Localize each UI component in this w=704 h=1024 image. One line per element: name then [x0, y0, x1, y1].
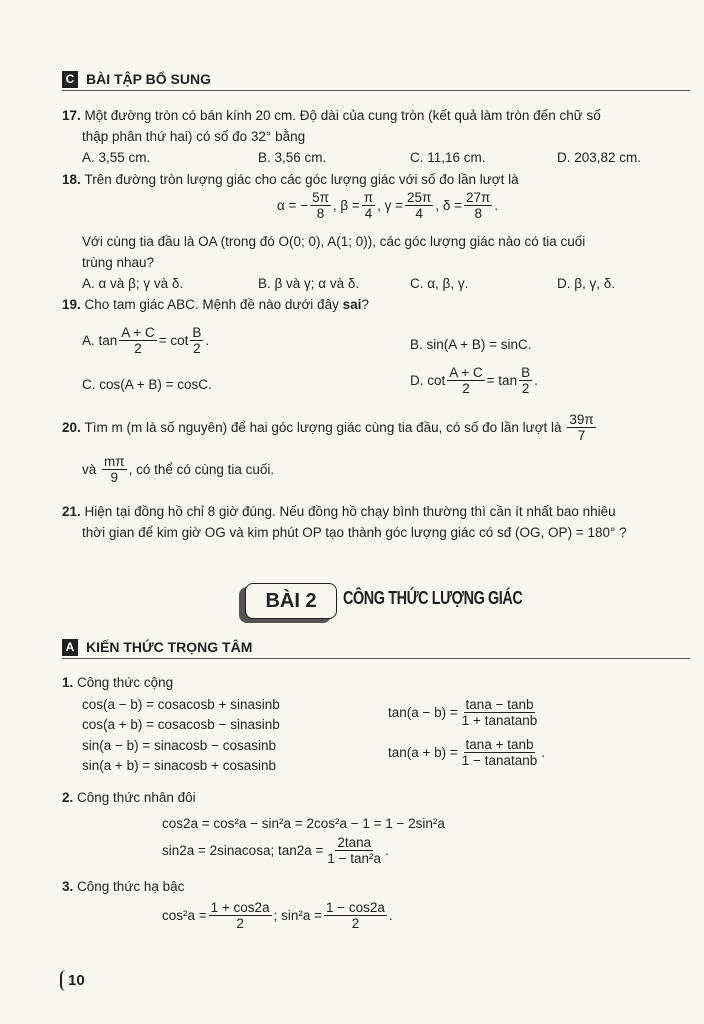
- fraction: [310, 190, 331, 221]
- question-text: Trên đường tròn lượng giác cho các góc lượng giác với số đo lần lượt là: [84, 172, 519, 187]
- q17-line2: thập phân thứ hai) có số đo 32° bằng: [82, 129, 306, 144]
- formula-text: = tan: [486, 373, 518, 388]
- question-number: 21.: [62, 504, 81, 519]
- page-number: 10: [60, 970, 91, 991]
- fraction: [460, 737, 539, 768]
- lesson-title: CÔNG THỨC LƯỢNG GIÁC: [343, 588, 523, 608]
- item-title: Công thức nhân đôi: [77, 790, 196, 805]
- formula-text: , δ =: [435, 198, 463, 213]
- item-title: Công thức cộng: [77, 675, 174, 690]
- option-c: C. cos(A + B) = cosC.: [82, 377, 212, 392]
- q21-line2: thời gian để kim giờ OG và kim phút OP tạo thành góc lượng giác có sđ (OG, OP) = 180° ?: [82, 525, 627, 540]
- lesson-label: BÀI 2: [245, 583, 337, 619]
- q21-line1: [62, 504, 616, 519]
- fraction: [519, 365, 532, 396]
- question-text: Hiện tại đồng hồ chỉ 8 giờ đúng. Nếu đồng hồ chạy bình thường thì cần ít nhất bao nhiêu: [84, 504, 616, 519]
- option-b: B. sin(A + B) = sinC.: [410, 337, 532, 352]
- p1-heading: [62, 675, 173, 690]
- numerator: 5π: [312, 190, 329, 205]
- denominator: 2: [462, 381, 470, 396]
- item-number: 1.: [62, 675, 74, 690]
- formula-text: = cot: [158, 333, 189, 348]
- denominator: 8: [316, 206, 325, 221]
- question-number: 17.: [62, 108, 81, 123]
- item-number: 2.: [62, 790, 74, 805]
- denominator: 7: [577, 428, 586, 443]
- denominator: 4: [415, 206, 423, 221]
- numerator: B: [521, 365, 531, 380]
- question-number: 18.: [62, 172, 81, 187]
- option-d: [410, 365, 538, 396]
- question-text: Tìm m (m là số nguyên) để hai góc lượng giác cùng tia đầu, có số đo lần lượt là: [84, 420, 562, 435]
- formula-power-reduction: [162, 900, 393, 931]
- formula-text: A. tan: [82, 333, 118, 348]
- formula-tan-sum: [388, 737, 545, 768]
- denominator: 2: [193, 341, 201, 356]
- fraction: [119, 325, 156, 356]
- option-d: D. β, γ, δ.: [557, 276, 616, 291]
- formula-text: .: [494, 198, 499, 213]
- section-a-header: [62, 636, 690, 659]
- option-a: [82, 325, 209, 356]
- numerator: 1 − cos2a: [325, 900, 385, 915]
- numerator: tana + tanb: [465, 737, 534, 752]
- formula: sin(a − b) = sinacosb − cosasinb: [82, 738, 276, 753]
- option-b: B. β và γ; α và δ.: [258, 276, 360, 291]
- formula-text: , β =: [332, 198, 360, 213]
- formula-double: [162, 835, 389, 866]
- q17-line1: [62, 108, 601, 123]
- formula-tan-diff: [388, 697, 541, 728]
- numerator: mπ: [104, 454, 125, 469]
- denominator: 1 − tanatanb: [461, 753, 538, 768]
- section-title: BÀI TẬP BỔ SUNG: [86, 71, 211, 87]
- numerator: B: [192, 325, 202, 340]
- numerator: 25π: [407, 190, 432, 205]
- item-title: Công thức hạ bậc: [77, 879, 185, 894]
- q18-formula: [277, 190, 498, 221]
- fraction: [325, 835, 383, 866]
- option-d: D. 203,82 cm.: [557, 150, 642, 165]
- denominator: 1 − tan²a: [327, 851, 382, 866]
- denominator: 1 + tanatanb: [461, 713, 538, 728]
- formula-text: D. cot: [410, 373, 446, 388]
- numerator: tana − tanb: [465, 697, 534, 712]
- fraction: [190, 325, 203, 356]
- q18-line1: [62, 172, 519, 187]
- q19-line1: [62, 297, 369, 312]
- question-number: 19.: [62, 297, 81, 312]
- denominator: 2: [236, 916, 244, 931]
- denominator: 4: [364, 206, 373, 221]
- formula-text: .: [388, 908, 393, 923]
- denominator: 2: [521, 381, 530, 396]
- question-text: và: [82, 462, 97, 477]
- section-title: KIẾN THỨC TRỌNG TÂM: [86, 639, 253, 655]
- section-c-header: [62, 68, 690, 91]
- denominator: 9: [110, 470, 119, 485]
- question-text: , có thể có cùng tia cuối.: [128, 462, 275, 477]
- formula-text: .: [385, 843, 389, 858]
- question-mark: ?: [361, 297, 369, 312]
- formula-text: sin2a = 2sinacosa; tan2a =: [162, 843, 324, 858]
- numerator: 39π: [569, 412, 594, 427]
- question-text: Cho tam giác ABC. Mệnh đề nào dưới đây: [84, 297, 339, 312]
- fraction: [362, 190, 375, 221]
- fraction: [567, 412, 595, 443]
- fraction: [460, 697, 539, 728]
- formula-text: , γ =: [377, 198, 404, 213]
- numerator: π: [363, 190, 374, 205]
- denominator: 2: [134, 341, 142, 356]
- option-b: B. 3,56 cm.: [258, 150, 327, 165]
- formula: cos(a + b) = cosacosb − sinasinb: [82, 717, 280, 732]
- formula-text: tan(a + b) =: [388, 745, 458, 760]
- numerator: 27π: [466, 190, 491, 205]
- formula: cos(a − b) = cosacosb + sinasinb: [82, 697, 280, 712]
- fraction: [102, 454, 127, 485]
- fraction: [405, 190, 433, 221]
- formula: cos2a = cos²a − sin²a = 2cos²a − 1 = 1 − 2sin²a: [162, 816, 445, 831]
- fraction: [209, 900, 272, 931]
- numerator: A + C: [449, 365, 483, 380]
- fraction: [447, 365, 484, 396]
- section-badge: A: [62, 639, 78, 656]
- denominator: 2: [351, 916, 360, 931]
- numerator: 2tana: [337, 835, 372, 850]
- option-a: A. α và β; γ và δ.: [82, 276, 184, 291]
- q20-line2: [82, 454, 274, 485]
- p2-heading: [62, 790, 196, 805]
- emphasis: sai: [342, 297, 362, 312]
- numerator: 1 + cos2a: [210, 900, 270, 915]
- item-number: 3.: [62, 879, 74, 894]
- q20-line1: [62, 412, 598, 443]
- option-a: A. 3,55 cm.: [82, 150, 151, 165]
- p3-heading: [62, 879, 184, 894]
- fraction: [464, 190, 492, 221]
- option-c: C. 11,16 cm.: [410, 150, 486, 165]
- q18-line3: trùng nhau?: [82, 255, 155, 270]
- denominator: 8: [474, 206, 482, 221]
- numerator: A + C: [121, 325, 155, 340]
- formula-text: cos²a =: [162, 908, 207, 923]
- formula: sin(a + b) = sinacosb + cosasinb: [82, 758, 276, 773]
- q18-line2: Với cùng tia đầu là OA (trong đó O(0; 0), A(1; 0)), các góc lượng giác nào có tia cuối: [82, 234, 586, 249]
- formula-text: tan(a − b) =: [388, 705, 458, 720]
- question-number: 20.: [62, 420, 81, 435]
- formula-text: .: [205, 333, 210, 348]
- option-c: C. α, β, γ.: [410, 276, 469, 291]
- formula-text: .: [541, 745, 546, 760]
- formula-text: .: [534, 373, 538, 388]
- formula-text: α = −: [277, 198, 309, 213]
- fraction: [324, 900, 387, 931]
- formula-text: ; sin²a =: [273, 908, 322, 923]
- question-text: Một đường tròn có bán kính 20 cm. Độ dài của cung tròn (kết quả làm tròn đến chữ số: [84, 108, 601, 123]
- section-badge: C: [62, 71, 78, 88]
